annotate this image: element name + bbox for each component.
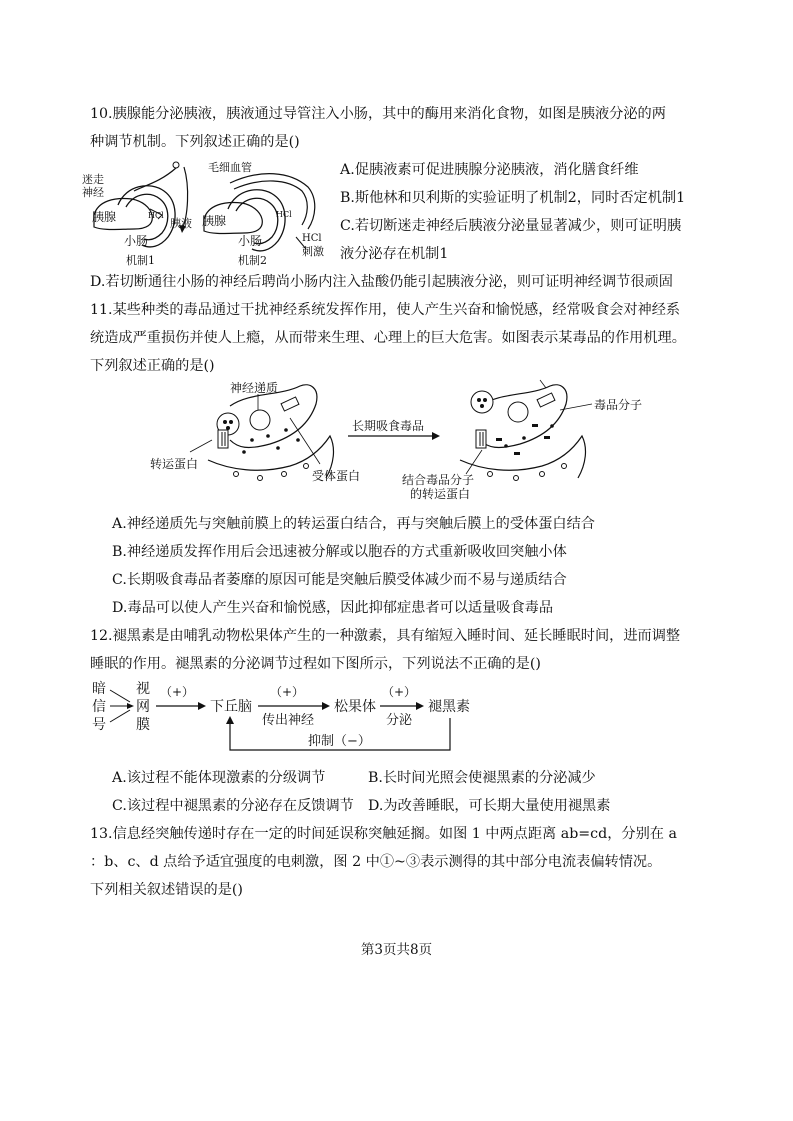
pancreatic-juice-label: 胰液 [170,217,192,230]
arrow-label: 长期吸食毒品 [352,419,425,433]
retina-2: 网 [136,699,150,715]
q10-option-d: D.若切断通往小肠的神经后聘尚小肠内注入盐酸仍能引起胰液分泌，则可证明神经调节很顽固 [90,274,673,290]
melatonin-label: 褪黑素 [428,699,470,715]
mechanism2-diagram [202,160,324,267]
inhibit-label: 抑制（−） [308,734,371,749]
transporter-label: 转运蛋白 [150,457,199,471]
q11-stem-line3: 下列叙述正确的是() [90,358,215,374]
mechanism1-label: 机制1 [126,254,155,267]
receptor-label: 受体蛋白 [312,469,361,483]
retina-3: 膜 [136,717,150,733]
dark-signal-2: 信 [92,699,106,715]
plus-label-3: （+） [382,685,417,699]
q10-stem-line1: 10.胰腺能分泌胰液，胰液通过导管注入小肠，其中的酶用来消化食物，如图是胰液分泌的两 [90,106,666,122]
q12-option-d: D.为改善睡眠，可长期大量使用褪黑素 [368,798,611,814]
normal-synapse [150,380,360,483]
long-term-drug-arrow [348,418,440,440]
small-intestine-label-1: 小肠 [124,234,149,248]
hypothalamus-label: 下丘脑 [210,699,252,715]
hcl-label-2: HCl [276,210,292,219]
q11-stem-line1: 11.某些种类的毒品通过干扰神经系统发挥作用，使人产生兴奋和愉悦感，经常吸食会对神经系 [90,302,681,318]
q13-stem-line1: 13.信息经突触传递时存在一定的时间延误称突触延搁。如图 1 中两点距离 ab=cd，分别在 a [90,826,677,842]
small-intestine-label-2: 小肠 [238,234,263,248]
pineal-label: 松果体 [334,699,376,715]
q10-option-b: B.斯他林和贝利斯的实验证明了机制2，同时否定机制1 [340,190,686,206]
pancreas-label-2: 胰腺 [202,214,227,228]
q13-stem-line3: 下列相关叙述错误的是() [90,882,243,898]
q13-stem-line2: ：b、c、d 点给予适宜强度的电刺激，图 2 中①~③表示测得的其中部分电流表偏转情况。 [90,854,662,870]
q12-option-c: C.该过程中褪黑素的分泌存在反馈调节 [112,798,354,814]
q10-option-a: A.促胰液素可促进胰腺分泌胰液，消化膳食纤维 [340,162,639,178]
q11-stem-line2: 统造成严重损伤并使人上瘾，从而带来生理、心理上的巨大危害。如图表示某毒品的作用机理。 [90,330,686,346]
stimulus-label: 刺激 [302,245,324,258]
plus-label-2: （+） [270,685,305,699]
q11-option-b: B.神经递质发挥作用后会迅速被分解或以胞吞的方式重新吸收回突触小体 [112,544,567,560]
vagus-label-1: 迷走 [82,173,104,186]
q12-figure-melatonin-regulation [90,676,490,756]
mechanism1-diagram [82,162,192,267]
drug-molecule-label: 毒品分子 [594,398,643,412]
q12-option-a: A.该过程不能体现激素的分级调节 [112,770,326,786]
q11-figure-synapse [140,378,700,503]
capillary-label: 毛细血管 [208,161,252,174]
pancreas-label-1: 胰腺 [92,210,117,224]
q12-stem-line1: 12.褪黑素是由哺乳动物松果体产生的一种激素，具有缩短入睡时间、延长睡眠时间，进而调整 [90,628,681,644]
q10-option-c-line2: 液分泌存在机制1 [340,246,449,262]
secretion-label: 分泌 [386,713,413,728]
efferent-nerve-label: 传出神经 [262,713,315,728]
vagus-label-2: 神经 [82,186,104,199]
q10-stem-line2: 种调节机制。下列叙述正确的是() [90,134,300,150]
retina-1: 视 [136,681,150,697]
hcl-label-1: HCl [148,211,164,220]
q11-option-a: A.神经递质先与突触前膜上的转运蛋白结合，再与突触后膜上的受体蛋白结合 [112,516,595,532]
q10-figure-pancreas-mechanisms [80,157,330,269]
q12-option-b: B.长时间光照会使褪黑素的分泌减少 [368,770,596,786]
q11-option-c: C.长期吸食毒品者萎靡的原因可能是突触后膜受体减少而不易与递质结合 [112,572,567,588]
neurotransmitter-label: 神经递质 [230,381,279,395]
dark-signal-1: 暗 [92,681,106,697]
q12-stem-line2: 睡眠的作用。褪黑素的分泌调节过程如下图所示，下列说法不正确的是() [90,656,541,672]
mechanism2-label: 机制2 [238,254,267,267]
bound-transporter-label-2: 的转运蛋白 [410,487,471,501]
page-footer: 第3页共8页 [360,942,433,958]
hcl-label-3: HCl [302,233,322,244]
plus-label-1: （+） [160,685,195,699]
q11-option-d: D.毒品可以使人产生兴奋和愉悦感，因此抑郁症患者可以适量吸食毒品 [112,600,554,616]
q10-option-c-line1: C.若切断迷走神经后胰液分泌量显著减少，则可证明胰 [340,218,682,234]
bound-transporter-label-1: 结合毒品分子 [402,473,475,487]
dark-signal-3: 号 [92,717,106,733]
drug-synapse [402,380,642,501]
